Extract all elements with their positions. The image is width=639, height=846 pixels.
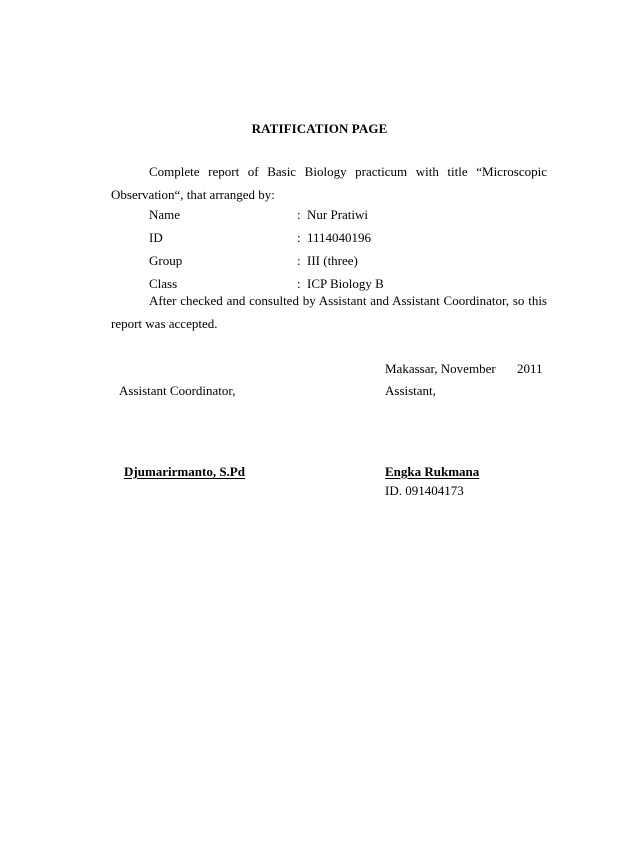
- closing-paragraph: [111, 289, 547, 335]
- intro-paragraph: [111, 160, 547, 206]
- page-title: RATIFICATION PAGE: [251, 121, 388, 136]
- class-label: Class: [149, 276, 178, 291]
- place-date: Makassar, November: [385, 361, 496, 376]
- closing-line-1: After checked and consulted by Assistant and Assistant Coordinator, so this: [149, 293, 547, 308]
- name-colon: :: [297, 207, 301, 222]
- group-row: [149, 253, 549, 273]
- date-year: 2011: [517, 361, 543, 376]
- name-value: Nur Pratiwi: [307, 207, 369, 222]
- assistant-coordinator-role: Assistant Coordinator,: [119, 383, 236, 398]
- id-colon: :: [297, 230, 301, 245]
- group-colon: :: [297, 253, 301, 268]
- intro-line-1: Complete report of Basic Biology practicum with title “Microscopic: [149, 164, 547, 179]
- intro-line-2: Observation“, that arranged by:: [111, 187, 275, 202]
- name-label: Name: [149, 207, 181, 222]
- group-value: III (three): [307, 253, 358, 268]
- closing-line-2: report was accepted.: [111, 316, 218, 331]
- id-label: ID: [149, 230, 163, 245]
- id-row: [149, 230, 549, 250]
- class-colon: :: [297, 276, 301, 291]
- id-value: 1114040196: [307, 230, 372, 245]
- assistant-id: ID. 091404173: [385, 483, 464, 498]
- assistant-coordinator-name: Djumarirmanto, S.Pd: [124, 464, 245, 479]
- name-row: [149, 207, 549, 227]
- assistant-role: Assistant,: [385, 383, 436, 398]
- group-label: Group: [149, 253, 183, 268]
- class-value: ICP Biology B: [307, 276, 384, 291]
- assistant-name: Engka Rukmana: [385, 464, 480, 479]
